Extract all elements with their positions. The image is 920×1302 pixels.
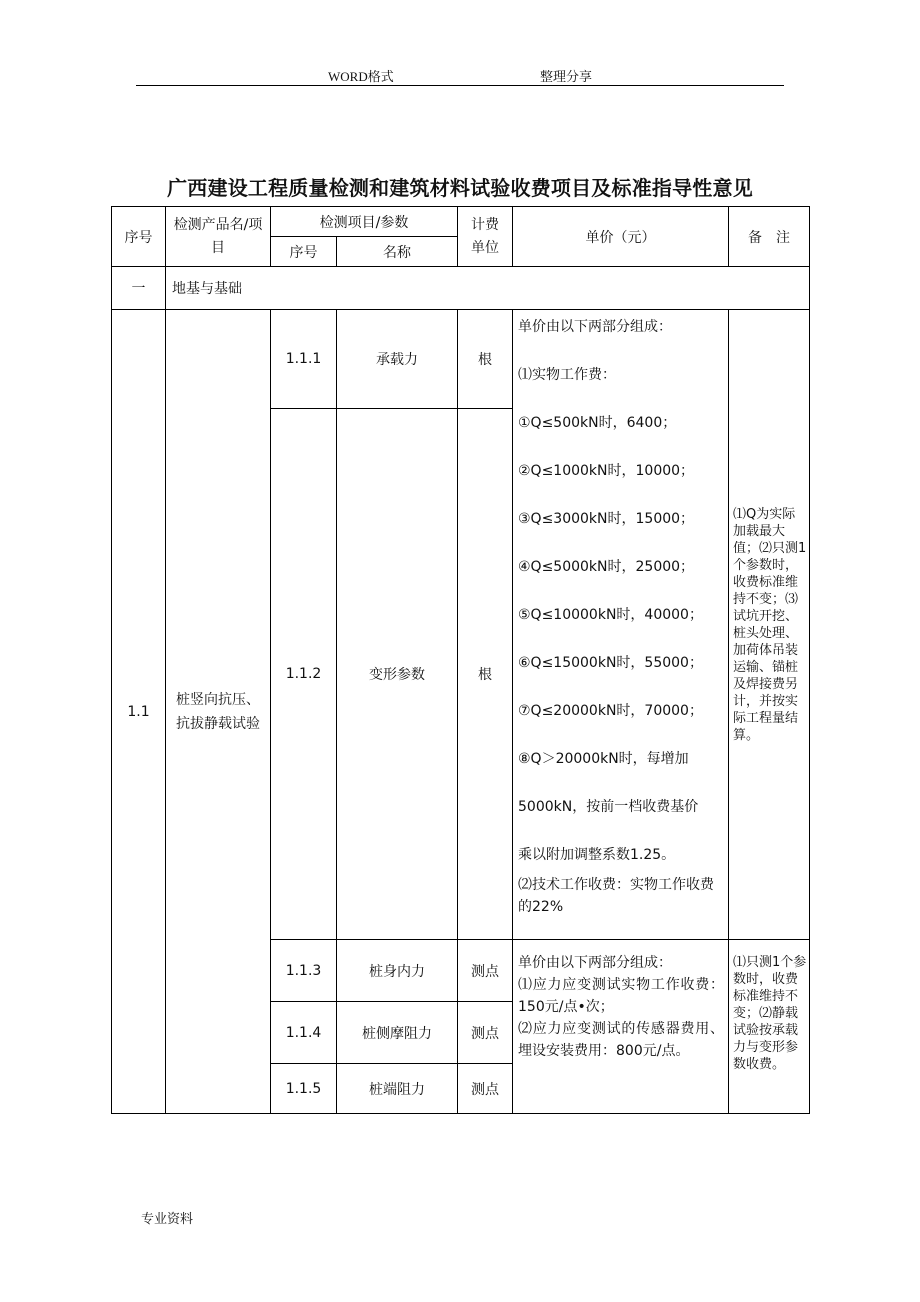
price-description-1: 单价由以下两部分组成： ⑴实物工作费： ①Q≤500kN时，6400； ②Q≤1000kN时，10000； ③Q≤3000kN时，15000； ④Q≤5000kN时，25000； ⑤Q≤10000kN时，40000； ⑥Q≤15000kN时，55000； ⑦Q≤20000kN时，70000； ⑧Q＞20000kN时，每增加 5000kN，按前一档收费基价 乘以附加调整系数1.25。 ⑵技术工作收费：实物工作收费的22% [513, 310, 729, 940]
header-seq: 序号 [112, 207, 166, 267]
header-divider [136, 85, 784, 86]
footer-label: 专业资料 [141, 1211, 194, 1226]
item-seq: 1.1.1 [271, 310, 337, 409]
header-unit: 计费单位 [458, 207, 513, 267]
page-title: 广西建设工程质量检测和建筑材料试验收费项目及标准指导性意见 [167, 176, 753, 200]
item-unit: 根 [458, 310, 513, 409]
remark-2: ⑴只测1个参数时，收费标准维持不变；⑵静载试验按承载力与变形参数收费。 [729, 940, 810, 1114]
item-unit: 测点 [458, 940, 513, 1002]
group-name: 桩竖向抗压、抗拔静载试验 [166, 310, 271, 1114]
header-product: 检测产品名/项目 [166, 207, 271, 267]
fee-table [111, 206, 810, 1114]
header-price: 单价（元） [513, 207, 729, 267]
price-description-2: 单价由以下两部分组成： ⑴应力应变测试实物工作收费：150元/点•次； ⑵应力应变测试的传感器费用、埋设安装费用：800元/点。 [513, 940, 729, 1114]
header-sub-seq: 序号 [271, 237, 337, 267]
item-name: 桩侧摩阻力 [337, 1002, 458, 1064]
header-remark: 备 注 [729, 207, 810, 267]
item-seq: 1.1.4 [271, 1002, 337, 1064]
item-seq: 1.1.3 [271, 940, 337, 1002]
item-name: 桩端阻力 [337, 1064, 458, 1114]
header-left: WORD格式 [328, 69, 394, 84]
item-unit: 测点 [458, 1002, 513, 1064]
remark-1: ⑴Q为实际加载最大值；⑵只测1个参数时，收费标准维持不变；⑶试坑开挖、桩头处理、加荷体吊装运输、锚桩及焊接费另计，并按实际工程量结算。 [729, 310, 810, 940]
section-seq: 一 [112, 267, 166, 310]
header-params: 检测项目/参数 [271, 207, 458, 237]
item-unit: 测点 [458, 1064, 513, 1114]
section-name: 地基与基础 [166, 267, 810, 310]
item-unit: 根 [458, 409, 513, 940]
header-sub-name: 名称 [337, 237, 458, 267]
item-name: 变形参数 [337, 409, 458, 940]
group-seq: 1.1 [112, 310, 166, 1114]
header-right: 整理分享 [540, 69, 593, 84]
item-name: 桩身内力 [337, 940, 458, 1002]
item-name: 承载力 [337, 310, 458, 409]
item-seq: 1.1.5 [271, 1064, 337, 1114]
item-seq: 1.1.2 [271, 409, 337, 940]
